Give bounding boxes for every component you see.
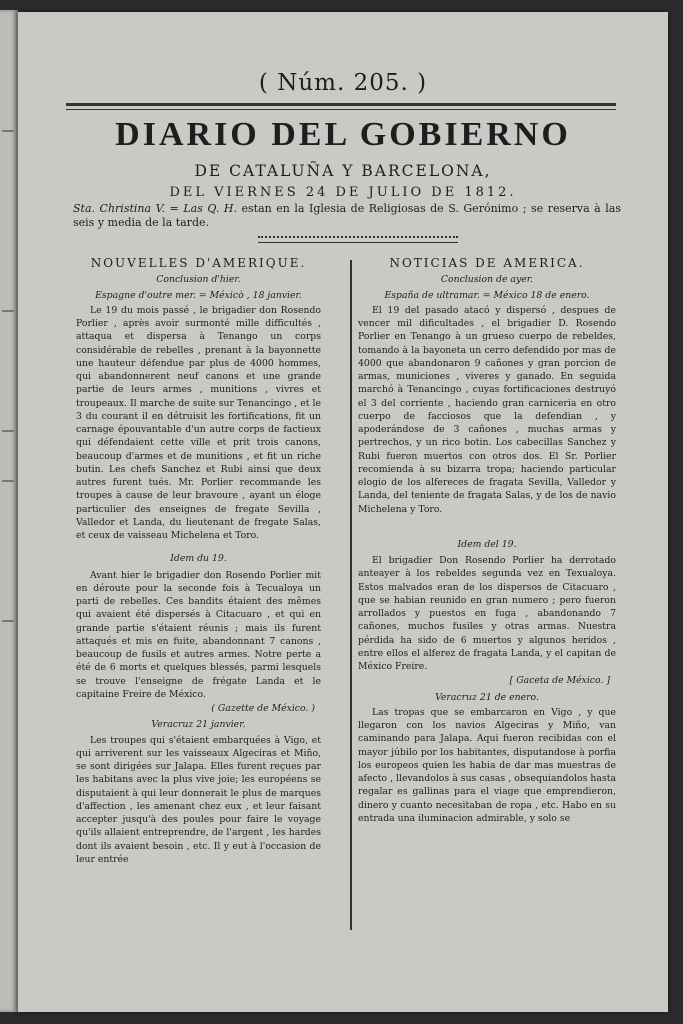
french-column: [76, 257, 321, 866]
notice-text: estan en la Iglesia de Religiosas de S. Gerónimo ; se reserva à las seis y media de la tarde.: [73, 202, 621, 229]
masthead-subtitle: DE CATALUÑA Y BARCELONA,: [194, 162, 492, 180]
issue-date: DEL VIERNES 24 DE JULIO DE 1812.: [169, 185, 517, 200]
french-head-3: Veracruz 21 janvier.: [151, 719, 246, 731]
previous-page-edge: [0, 10, 18, 1012]
masthead-rule-thin: [66, 109, 616, 110]
spanish-heading: NOTICIAS DE AMERICA.: [389, 256, 585, 270]
issue-number: ( Núm. 205. ): [258, 70, 428, 96]
ornamental-rule: [258, 236, 458, 243]
spanish-head-2: Idem del 19.: [457, 538, 517, 550]
newspaper-page: [18, 12, 668, 1012]
spanish-sub: Conclusion de ayer.: [440, 274, 534, 286]
spanish-para-3: Las tropas que se embarcaron en Vigo , y que llegaron con los navios Algeciras y Miño, van caminando para Jalapa. Aqui fueron recibidas con el mayor júbilo por los habitantes, disputandose à porfia los europeos quien les habia de dar mas muestras de afecto , llevandolos à sus casas , obsequiandolos hasta regalar es gallinas para el viage que emprendieron, dinero y cuanto necesitaban de ropa , etc. Habo en su entrada una iluminacion admirable, y solo se: [358, 706, 616, 824]
french-para-2: Avant hier le brigadier don Rosendo Porlier mit en déroute pour la seconde fois à Tecualoya un parti de rebelles. Ces bandits étaient des mêmes qui avaient été dispersés à Citacuaro , et qui en grande partie s'étaient réunis ; mais ils furent attaqués et mis en fuite, abandonnant 7 canons , beaucoup de fusils et autres armes. Notre perte a été de 6 morts et quelques blessés, parmi lesquels se trouve l'enseigne de frégate Landa et le capitaine Freire de México.: [76, 569, 321, 700]
masthead-rule-top: [66, 103, 616, 106]
spanish-head-3: Veracruz 21 de enero.: [435, 691, 539, 703]
notice-separator: =: [165, 202, 184, 215]
spanish-para-2: El brigadier Don Rosendo Porlier ha derrotado anteayer à los rebeldes segunda vez en Texualoya. Estos malvados eran de los dispersos de Citacuaro , que se habian reunido en gran numero ; pero fueron arrollados y puestos en fuga , abandonando 7 cañones, muchos fusiles y otras armas. Nuestra pérdida ha sido de 6 muertos y algunos heridos , entre ellos el alferez de fragata Landa, y el capitan de México Freire.: [358, 555, 616, 672]
french-heading: NOUVELLES D'AMERIQUE.: [90, 256, 307, 270]
french-head-2: Idem du 19.: [170, 553, 227, 565]
spanish-column: [358, 257, 616, 825]
french-dateline: Espagne d'outre mer. = Méxicò , 18 janvier.: [95, 289, 302, 301]
french-para-1: Le 19 du mois passé , le brigadier don Rosendo Porlier , après avoir surmonté mille difficultés , attaqua et dispersa à Tenango un corps considérable de rebelles , prenant à la bayonnette une hauteur défendue par plus de 4000 hommes, qui abandonnerent neuf canons et une grande partie de leurs armes , munitions , vivres et troupeaux. Il marche de suite sur Tenancingo , et le 3 du courant il en détruisit les fortifications, fit un carnage épouvantable d'un autre corps de factieux qui défendaient cette ville et prit trois canons, beaucoup d'armes et de munitions , et fit un riche butin. Les chefs Sanchez et Rubi ainsi que deux autres furent tués. Mr. Porlier recommande les troupes à cause de leur bravoure , ayant un éloge particulier des enseignes de fregate Sevilla , Valledor et Landa, du lieutenant de fregate Salas, et ceux de vaisseau Michelena et Toro.: [76, 304, 321, 541]
masthead-title: DIARIO DEL GOBIERNO: [115, 116, 571, 153]
french-para-3: Les troupes qui s'étaient embarquées à Vigo, et qui arriverent sur les vaisseaux Algeciras et Miño, se sont dirigées sur Jalapa. Elles furent reçues par les habitans avec la plus vive joie; les européens se disputaient à qui leur donnerait le plus de marques d'affection , les amenant chez eux , et leur faisant accepter jusqu'à des poules pour faire le voyage qu'ils allaient entreprendre, de l'argent , les hardes dont ils avaient besoin , etc. Il y eut à l'occasion de leur entrée: [76, 734, 321, 865]
religious-notice: [73, 202, 621, 230]
spanish-para-1: El 19 del pasado atacó y dispersó , despues de vencer mil dificultades , el brigadier D. Rosendo Porlier en Tenango à un grueso cuerpo de rebeldes, tomando à la bayoneta un cerro defendido por mas de 4000 que abandonaron 9 cañones y gran porcion de armas, municiones , viveres y ganado. En seguida marchó à Tenancingo , cuyas fortificaciones destruyó el 3 del corriente , haciendo gran carniceria en otro cuerpo de facciosos que la defendian , y apoderándose de 3 cañones , muchas armas y pertrechos, y un rico botin. Los cabecillas Sanchez y Rubi fueron muertos con otros dos. El Sr. Porlier recomienda à su bizarra tropa; haciendo particular elogio de los alfereces de fragata Sevilla, Valledor y Landa, del teniente de fragata Salas, y de los de navio Michelena y Toro.: [358, 304, 616, 515]
french-sub: Conclusion d'hier.: [156, 274, 241, 286]
french-source: ( Gazette de México. ): [211, 703, 315, 714]
column-divider: [350, 260, 352, 930]
notice-saint: Sta. Christina V.: [73, 202, 166, 215]
spanish-source: [ Gaceta de México. ]: [509, 675, 610, 687]
spanish-dateline: España de ultramar. = México 18 de enero.: [384, 289, 590, 301]
notice-qh: Las Q. H.: [183, 202, 237, 215]
